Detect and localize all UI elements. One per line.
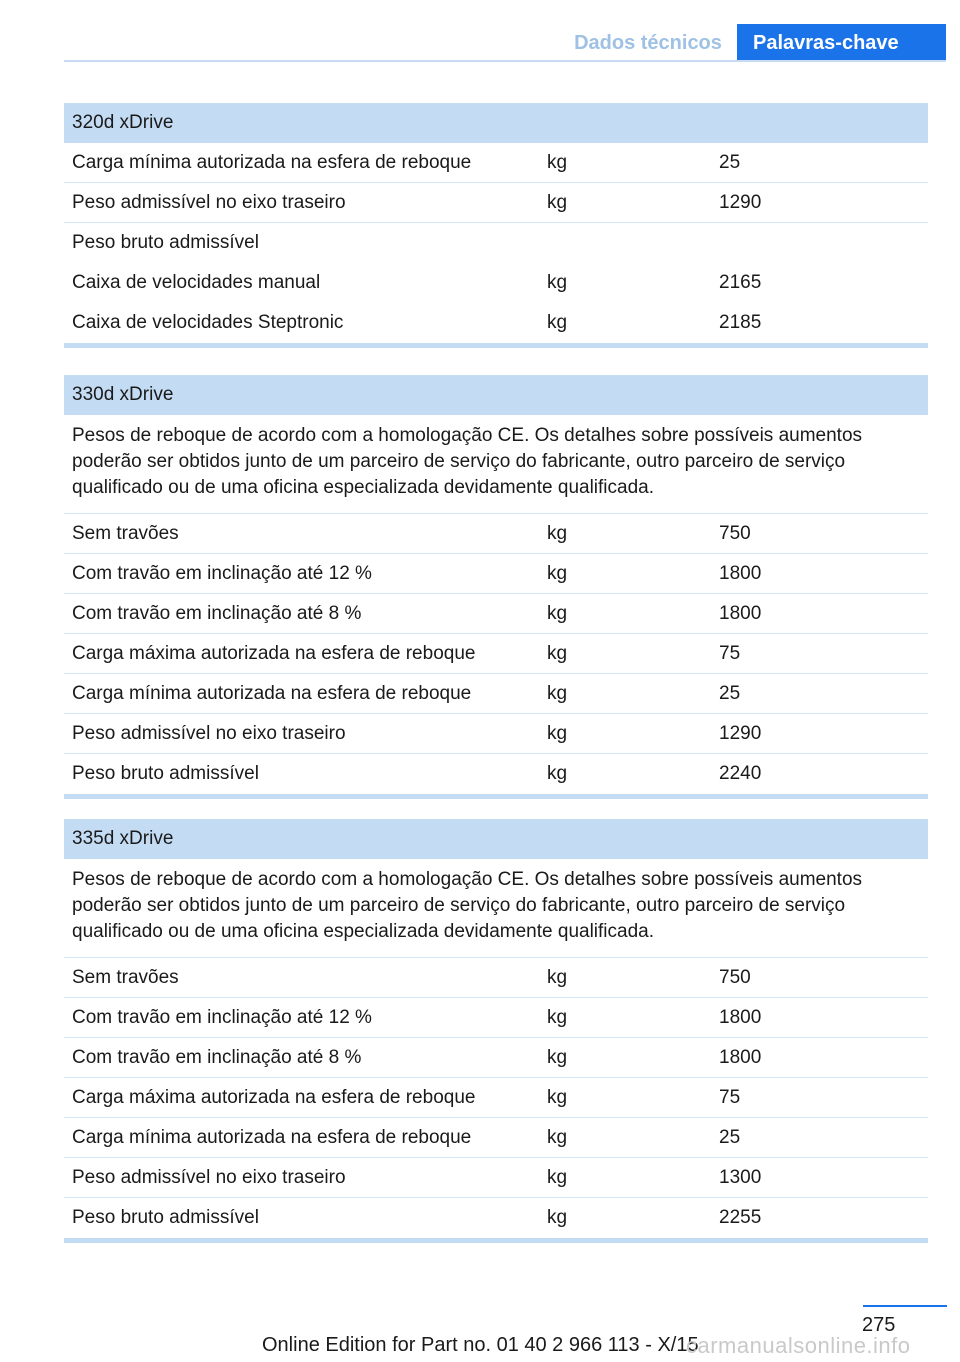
row-value: 25 — [719, 1127, 741, 1148]
row-value: 75 — [719, 643, 741, 664]
row-unit: kg — [547, 967, 568, 988]
row-label: Sem travões — [72, 523, 179, 544]
table-note: Pesos de reboque de acordo com a homologação CE. Os detalhes sobre possíveis aumentos poderão ser obtidos junto de um parceiro de serviço do fabricante, outro parceiro de serviço qualificado ou de uma oficina especializada devidamente qualificada. — [64, 859, 928, 958]
table-end-bar — [64, 794, 928, 799]
header-rule — [64, 60, 946, 62]
row-value: 1300 — [719, 1167, 762, 1188]
row-label: Sem travões — [72, 967, 179, 988]
tab-palavras-chave[interactable]: Palavras-chave — [737, 24, 946, 62]
table-note: Pesos de reboque de acordo com a homologação CE. Os detalhes sobre possíveis aumentos poderão ser obtidos junto de um parceiro de serviço do fabricante, outro parceiro de serviço qualificado ou de uma oficina especializada devidamente qualificada. — [64, 415, 928, 514]
table-row — [64, 263, 928, 303]
tab-dados-tecnicos[interactable]: Dados técnicos — [574, 32, 722, 54]
spec-table-335d — [64, 819, 928, 1243]
table-row — [64, 634, 928, 674]
row-label: Carga mínima autorizada na esfera de reboque — [72, 683, 472, 704]
table-row — [64, 1198, 928, 1238]
row-unit: kg — [547, 1047, 568, 1068]
table-row — [64, 183, 928, 223]
row-unit: kg — [547, 272, 568, 293]
row-unit: kg — [547, 563, 568, 584]
table-heading: 330d xDrive — [64, 375, 928, 415]
row-label: Carga máxima autorizada na esfera de reboque — [72, 1087, 476, 1108]
table-row — [64, 594, 928, 634]
row-label: Carga máxima autorizada na esfera de reboque — [72, 643, 476, 664]
row-unit: kg — [547, 312, 568, 333]
row-unit: kg — [547, 1007, 568, 1028]
table-end-bar — [64, 343, 928, 348]
row-label: Peso bruto admissível — [72, 1207, 259, 1228]
row-label: Com travão em inclinação até 8 % — [72, 1047, 362, 1068]
watermark: carmanualsonline.info — [686, 1333, 911, 1358]
row-unit: kg — [547, 1207, 568, 1228]
row-value: 1290 — [719, 192, 762, 213]
row-label: Caixa de velocidades manual — [72, 272, 321, 293]
table-heading: 320d xDrive — [64, 103, 928, 143]
row-value: 2240 — [719, 763, 762, 784]
table-row — [64, 958, 928, 998]
table-row — [64, 223, 928, 263]
table-heading: 335d xDrive — [64, 819, 928, 859]
page-header — [0, 0, 960, 64]
edition-line: Online Edition for Part no. 01 40 2 966 113 - X/15 — [262, 1334, 699, 1356]
row-value: 2255 — [719, 1207, 762, 1228]
table-row — [64, 1158, 928, 1198]
row-unit: kg — [547, 603, 568, 624]
row-value: 750 — [719, 967, 751, 988]
row-value: 750 — [719, 523, 751, 544]
table-row — [64, 143, 928, 183]
table-row — [64, 674, 928, 714]
row-label: Com travão em inclinação até 12 % — [72, 1007, 372, 1028]
row-unit: kg — [547, 523, 568, 544]
table-row — [64, 754, 928, 794]
table-row — [64, 303, 928, 343]
table-row — [64, 1038, 928, 1078]
row-value: 1800 — [719, 1007, 762, 1028]
row-unit: kg — [547, 1087, 568, 1108]
row-value: 1800 — [719, 603, 762, 624]
row-value: 2185 — [719, 312, 762, 333]
row-label: Peso admissível no eixo traseiro — [72, 192, 346, 213]
row-value: 25 — [719, 683, 741, 704]
footer-rule — [863, 1305, 947, 1307]
spec-table-320d — [64, 103, 928, 348]
row-unit: kg — [547, 643, 568, 664]
row-unit: kg — [547, 1167, 568, 1188]
row-value: 1290 — [719, 723, 762, 744]
table-row — [64, 1078, 928, 1118]
row-unit: kg — [547, 723, 568, 744]
table-row — [64, 714, 928, 754]
row-label: Carga mínima autorizada na esfera de reboque — [72, 1127, 472, 1148]
spec-table-330d — [64, 375, 928, 799]
table-row — [64, 554, 928, 594]
row-unit: kg — [547, 683, 568, 704]
row-value: 1800 — [719, 563, 762, 584]
row-label: Caixa de velocidades Steptronic — [72, 312, 344, 333]
table-row — [64, 514, 928, 554]
table-row — [64, 998, 928, 1038]
row-value: 1800 — [719, 1047, 762, 1068]
row-unit: kg — [547, 192, 568, 213]
table-end-bar — [64, 1238, 928, 1243]
row-label: Carga mínima autorizada na esfera de reboque — [72, 152, 472, 173]
row-unit: kg — [547, 152, 568, 173]
row-label: Com travão em inclinação até 8 % — [72, 603, 362, 624]
row-unit: kg — [547, 763, 568, 784]
row-label: Peso bruto admissível — [72, 232, 259, 253]
row-value: 2165 — [719, 272, 762, 293]
row-label: Peso bruto admissível — [72, 763, 259, 784]
row-value: 25 — [719, 152, 741, 173]
row-label: Peso admissível no eixo traseiro — [72, 723, 346, 744]
table-row — [64, 1118, 928, 1158]
row-label: Com travão em inclinação até 12 % — [72, 563, 372, 584]
row-unit: kg — [547, 1127, 568, 1148]
row-label: Peso admissível no eixo traseiro — [72, 1167, 346, 1188]
row-value: 75 — [719, 1087, 741, 1108]
page-number: 275 — [862, 1314, 896, 1336]
